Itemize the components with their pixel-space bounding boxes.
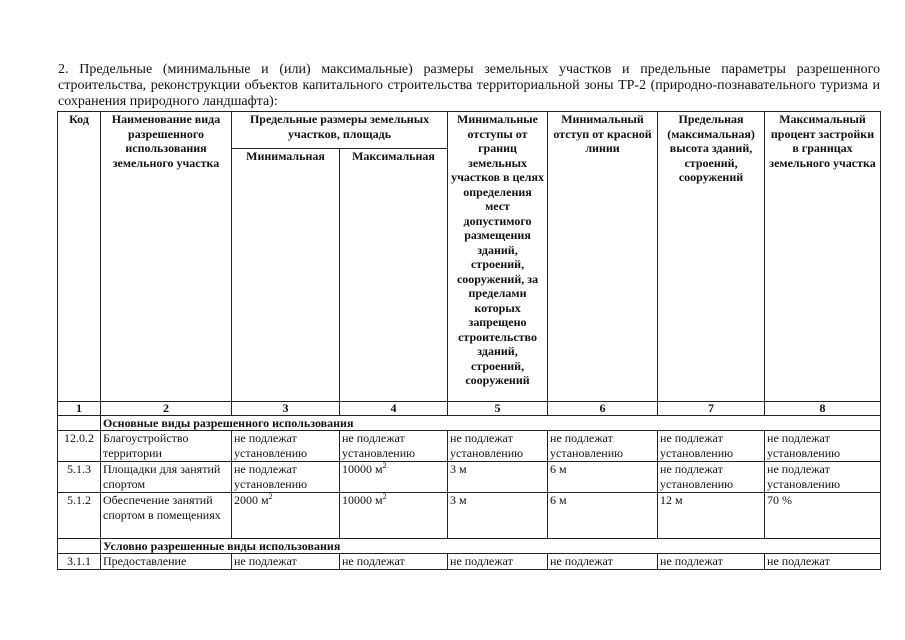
row-code: 5.1.2 <box>58 493 101 539</box>
area-unit-superscript: 2 <box>382 492 387 501</box>
column-number: 2 <box>101 402 232 416</box>
header-max: Максимальная <box>340 149 448 402</box>
row-max-size: не подлежат <box>340 554 448 570</box>
document-page <box>57 62 880 570</box>
column-number: 7 <box>658 402 765 416</box>
header-coverage: Максимальный процент застройки в границах земельного участка <box>765 112 881 402</box>
column-number: 4 <box>340 402 448 416</box>
section-spacer <box>58 539 101 554</box>
area-value: 2000 м <box>234 493 269 507</box>
area-unit-superscript: 2 <box>382 461 387 470</box>
row-coverage: не подлежат установлению <box>765 462 881 493</box>
row-min-size: не подлежат установлению <box>232 462 340 493</box>
row-height: не подлежат установлению <box>658 431 765 462</box>
header-min: Минимальная <box>232 149 340 402</box>
section-title-main: Основные виды разрешенного использования <box>101 416 881 431</box>
row-red-line: 6 м <box>548 462 658 493</box>
area-unit-superscript: 2 <box>268 492 273 501</box>
row-max-size <box>340 493 448 539</box>
section-title-conditional: Условно разрешенные виды использования <box>101 539 881 554</box>
row-use-name: Предоставление <box>101 554 232 570</box>
row-use-name: Благоустройство территории <box>101 431 232 462</box>
row-height: 12 м <box>658 493 765 539</box>
row-coverage: не подлежат <box>765 554 881 570</box>
row-use-name: Обеспечение занятий спортом в помещениях <box>101 493 232 539</box>
table-row <box>58 462 881 493</box>
row-code: 12.0.2 <box>58 431 101 462</box>
section-spacer <box>58 416 101 431</box>
row-red-line: не подлежат <box>548 554 658 570</box>
header-max-height: Предельная (максимальная) высота зданий, строений, сооружений <box>658 112 765 402</box>
row-code: 3.1.1 <box>58 554 101 570</box>
header-code: Код <box>58 112 101 402</box>
row-max-size: не подлежат установлению <box>340 431 448 462</box>
row-setback: 3 м <box>448 462 548 493</box>
area-value: 10000 м <box>342 462 383 476</box>
row-setback: не подлежат установлению <box>448 431 548 462</box>
table-row <box>58 554 881 570</box>
row-max-size <box>340 462 448 493</box>
section-row-main <box>58 416 881 431</box>
header-plot-sizes: Предельные размеры земельных участков, площадь <box>232 112 448 149</box>
row-red-line: не подлежат установлению <box>548 431 658 462</box>
intro-paragraph: 2. Предельные (минимальные и (или) максимальные) размеры земельных участков и предельные параметры разрешенного строительства, реконструкции объектов капитального строительства территориальной зоны ТР-2 (природно-познавательного туризма и сохранения природного ландшафта): <box>58 62 880 109</box>
row-use-name: Площадки для занятий спортом <box>101 462 232 493</box>
row-height: не подлежат установлению <box>658 462 765 493</box>
row-setback: не подлежат <box>448 554 548 570</box>
row-height: не подлежат <box>658 554 765 570</box>
row-coverage: не подлежат установлению <box>765 431 881 462</box>
header-red-line: Минимальный отступ от красной линии <box>548 112 658 402</box>
column-number: 6 <box>548 402 658 416</box>
table-row <box>58 431 881 462</box>
row-min-size: не подлежат <box>232 554 340 570</box>
section-row-conditional <box>58 539 881 554</box>
zoning-parameters-table <box>57 111 881 570</box>
area-value: 10000 м <box>342 493 383 507</box>
column-number: 3 <box>232 402 340 416</box>
column-number: 8 <box>765 402 881 416</box>
column-number: 5 <box>448 402 548 416</box>
column-number-row <box>58 402 881 416</box>
header-row-top <box>58 112 881 149</box>
row-min-size: не подлежат установлению <box>232 431 340 462</box>
row-setback: 3 м <box>448 493 548 539</box>
column-number: 1 <box>58 402 101 416</box>
header-use-type: Наименование вида разрешенного использования земельного участка <box>101 112 232 402</box>
row-red-line: 6 м <box>548 493 658 539</box>
row-min-size <box>232 493 340 539</box>
table-row <box>58 493 881 539</box>
row-coverage: 70 % <box>765 493 881 539</box>
header-setbacks: Минимальные отступы от границ земельных участков в целях определения мест допустимого размещения зданий, строений, сооружений, за пределами которых запрещено строительство зданий, строений, сооружений <box>448 112 548 402</box>
row-code: 5.1.3 <box>58 462 101 493</box>
